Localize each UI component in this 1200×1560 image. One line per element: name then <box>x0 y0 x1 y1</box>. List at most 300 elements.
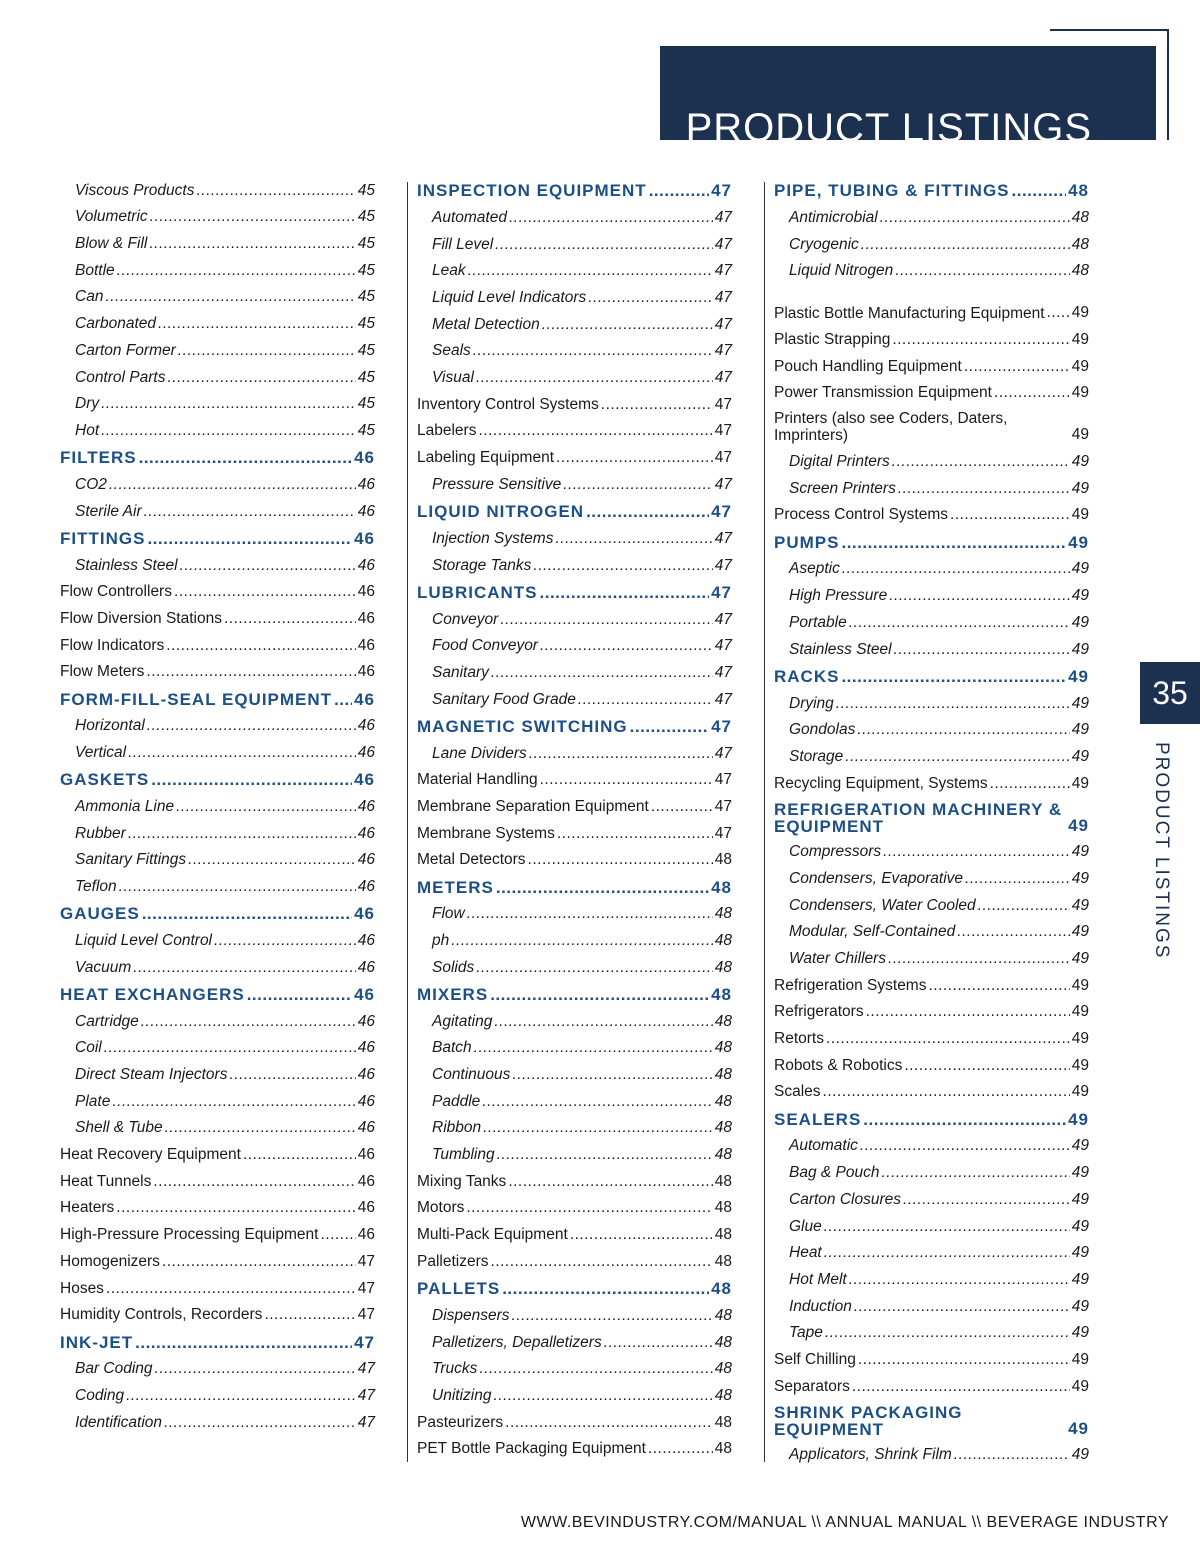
entry-name: Aseptic <box>789 560 840 578</box>
entry-name: Flow <box>432 905 465 923</box>
subcategory-entry <box>60 846 375 873</box>
entry-name: Horizontal <box>75 717 145 735</box>
entry-name: Coil <box>75 1039 102 1057</box>
dot-leader <box>133 959 355 977</box>
dot-leader <box>229 1066 355 1084</box>
entry-name: Batch <box>432 1039 472 1057</box>
subcategory-entry <box>774 1319 1089 1346</box>
entry-page-number: 46 <box>357 663 375 681</box>
subcategory-entry <box>60 712 375 739</box>
entry-name: Continuous <box>432 1066 511 1084</box>
entry-name: LUBRICANTS <box>417 582 538 602</box>
entry-name: Vacuum <box>75 958 132 976</box>
entry-name: High Pressure <box>789 587 888 605</box>
dot-leader <box>451 932 713 950</box>
subcategory-entry <box>60 1408 375 1435</box>
dot-leader <box>854 1298 1070 1316</box>
entry-name: Drying <box>789 694 834 712</box>
entry-name: Metal Detectors <box>417 851 526 869</box>
entry-page-number: 47 <box>714 529 732 547</box>
subcategory-entry <box>60 176 375 203</box>
category-heading <box>774 662 1089 689</box>
dot-leader <box>101 395 356 413</box>
entry-page-number: 49 <box>1071 1446 1089 1464</box>
subcategory-entry <box>774 203 1089 230</box>
subcategory-entry <box>417 632 732 659</box>
entry-name: Printers (also see Coders, Daters, Imprinters) <box>774 410 1008 445</box>
category-heading <box>774 176 1089 203</box>
dot-leader <box>164 1414 356 1432</box>
entry-name: Sanitary Fittings <box>75 851 187 869</box>
section-side-label: PRODUCT LISTINGS <box>1151 742 1172 960</box>
entry-name: Hoses <box>60 1279 104 1297</box>
entry-page-number: 46 <box>357 502 375 520</box>
entry-page-number: 47 <box>357 1306 375 1324</box>
entry-name: Power Transmission Equipment <box>774 384 992 402</box>
entry-page-number: 48 <box>711 1279 732 1299</box>
listing-entry <box>774 769 1089 796</box>
subcategory-entry <box>60 1381 375 1408</box>
listing-entry <box>774 1051 1089 1078</box>
dot-leader <box>243 1146 356 1164</box>
entry-name: Blow & Fill <box>75 235 148 253</box>
dot-leader <box>224 610 356 628</box>
entry-name: Plastic Bottle Manufacturing Equipment <box>774 305 1045 323</box>
entry-name: FITTINGS <box>60 528 146 548</box>
listing-entry <box>60 1220 375 1247</box>
entry-page-number: 45 <box>357 395 375 413</box>
dot-leader <box>483 1119 713 1137</box>
listing-entry <box>774 998 1089 1025</box>
entry-page-number: 49 <box>1068 815 1089 835</box>
listing-entry <box>774 352 1089 379</box>
entry-page-number: 49 <box>1071 587 1089 605</box>
entry-page-number: 46 <box>354 528 375 548</box>
category-heading <box>774 527 1089 554</box>
entry-name: Water Chillers <box>789 950 887 968</box>
entry-name: Applicators, Shrink Film <box>789 1446 952 1464</box>
dot-leader <box>849 614 1070 632</box>
entry-page-number: 49 <box>1071 479 1089 497</box>
subcategory-entry <box>60 738 375 765</box>
dot-leader <box>863 1111 1066 1129</box>
entry-page-number: 49 <box>1068 1418 1089 1438</box>
entry-name: Ammonia Line <box>75 797 175 815</box>
entry-page-number: 49 <box>1071 976 1089 994</box>
entry-page-number: 49 <box>1071 1244 1089 1262</box>
dot-leader <box>150 208 356 226</box>
entry-name: Pasteurizers <box>417 1413 504 1431</box>
entry-name: Conveyor <box>432 610 499 628</box>
entry-page-number: 45 <box>357 208 375 226</box>
entry-name: Liquid Nitrogen <box>789 262 894 280</box>
subcategory-entry <box>60 470 375 497</box>
entry-name: Pressure Sensitive <box>432 475 562 493</box>
listing-entry <box>417 417 732 444</box>
category-heading <box>60 684 375 711</box>
entry-page-number: 48 <box>1071 208 1089 226</box>
entry-page-number: 48 <box>714 1119 732 1137</box>
entry-page-number: 48 <box>714 851 732 869</box>
subcategory-entry <box>417 1381 732 1408</box>
subcategory-entry <box>417 470 732 497</box>
entry-page-number: 46 <box>357 636 375 654</box>
listing-entry <box>417 1220 732 1247</box>
listing-entry <box>417 819 732 846</box>
entry-name: Fill Level <box>432 235 494 253</box>
category-heading <box>60 980 375 1007</box>
dot-leader <box>155 1360 356 1378</box>
dot-leader <box>146 663 355 681</box>
dot-leader <box>500 611 712 629</box>
subcategory-entry <box>417 337 732 364</box>
entry-page-number: 46 <box>354 689 375 709</box>
dot-leader <box>528 851 713 869</box>
entry-name: Self Chilling <box>774 1350 856 1368</box>
dot-leader <box>556 449 713 467</box>
entry-page-number: 47 <box>357 1413 375 1431</box>
entry-page-number: 47 <box>714 315 732 333</box>
entry-page-number: 47 <box>714 610 732 628</box>
entry-name: Gondolas <box>789 721 856 739</box>
dot-leader <box>493 1387 712 1405</box>
entry-page-number: 45 <box>357 421 375 439</box>
listing-entry <box>60 1167 375 1194</box>
listing-entry <box>417 766 732 793</box>
dot-leader <box>128 744 356 762</box>
dot-leader <box>990 775 1070 793</box>
entry-name: Portable <box>789 613 847 631</box>
entry-page-number: 47 <box>354 1332 375 1352</box>
entry-page-number: 49 <box>1071 721 1089 739</box>
entry-name: Vertical <box>75 743 127 761</box>
entry-page-number: 49 <box>1071 1056 1089 1074</box>
dot-leader <box>540 584 710 602</box>
listing-entry <box>60 1301 375 1328</box>
entry-page-number: 47 <box>357 1360 375 1378</box>
entry-page-number: 48 <box>714 1039 732 1057</box>
category-heading <box>417 980 732 1007</box>
dot-leader <box>466 1199 712 1217</box>
listing-entry <box>60 631 375 658</box>
page-number-tab: 35 <box>1140 662 1200 724</box>
entry-page-number: 47 <box>714 637 732 655</box>
entry-page-number: 46 <box>357 797 375 815</box>
subcategory-entry <box>417 524 732 551</box>
subcategory-entry <box>774 608 1089 635</box>
subcategory-entry <box>774 1132 1089 1159</box>
entry-page-number: 49 <box>1071 506 1089 524</box>
category-heading <box>417 578 732 605</box>
entry-name: Rubber <box>75 824 126 842</box>
entry-name: Flow Indicators <box>60 636 165 654</box>
entry-name: Homogenizers <box>60 1252 160 1270</box>
dot-leader <box>188 851 356 869</box>
listing-entry <box>417 1167 732 1194</box>
entry-name: Labelers <box>417 422 477 440</box>
entry-page-number: 46 <box>357 1092 375 1110</box>
entry-page-number: 46 <box>357 556 375 574</box>
subcategory-entry <box>60 309 375 336</box>
subcategory-entry <box>774 1239 1089 1266</box>
listing-column-1 <box>60 176 375 1435</box>
dot-leader <box>904 1057 1069 1075</box>
entry-name: Unitizing <box>432 1386 492 1404</box>
dot-leader <box>836 695 1070 713</box>
entry-name: Inventory Control Systems <box>417 395 599 413</box>
entry-page-number: 46 <box>357 1226 375 1244</box>
dot-leader <box>196 182 355 200</box>
dot-leader <box>128 825 356 843</box>
subcategory-entry <box>60 1087 375 1114</box>
dot-leader <box>479 1360 712 1378</box>
subcategory-entry <box>774 1185 1089 1212</box>
entry-page-number: 46 <box>354 770 375 790</box>
entry-page-number: 47 <box>714 422 732 440</box>
entry-name: Tumbling <box>432 1146 495 1164</box>
listing-entry <box>774 325 1089 352</box>
entry-page-number: 48 <box>1068 181 1089 201</box>
dot-leader <box>965 870 1070 888</box>
entry-page-number: 47 <box>714 208 732 226</box>
listing-entry <box>774 1078 1089 1105</box>
listing-entry <box>60 1274 375 1301</box>
entry-name: REFRIGERATION MACHINERY & EQUIPMENT <box>774 799 1063 836</box>
dot-leader <box>320 1226 355 1244</box>
entry-page-number: 46 <box>357 1066 375 1084</box>
subcategory-entry <box>417 230 732 257</box>
listing-entry <box>60 578 375 605</box>
dot-leader <box>142 905 352 923</box>
subcategory-entry <box>417 739 732 766</box>
dot-leader <box>135 1334 352 1352</box>
dot-leader <box>508 1173 712 1191</box>
listing-entry <box>417 1247 732 1274</box>
entry-name: Bar Coding <box>75 1360 153 1378</box>
entry-name: Volumetric <box>75 208 148 226</box>
dot-leader <box>116 1199 355 1217</box>
dot-leader <box>476 959 713 977</box>
entry-name: Paddle <box>432 1092 481 1110</box>
entry-page-number: 46 <box>357 1012 375 1030</box>
entry-page-number: 45 <box>357 368 375 386</box>
entry-name: INK-JET <box>60 1332 134 1352</box>
dot-leader <box>563 476 713 494</box>
entry-page-number: 49 <box>1068 1109 1089 1129</box>
category-heading <box>60 1327 375 1354</box>
entry-page-number: 48 <box>1071 235 1089 253</box>
dot-leader <box>889 587 1070 605</box>
subcategory-entry <box>417 257 732 284</box>
dot-leader <box>964 358 1070 376</box>
entry-page-number: 49 <box>1071 774 1089 792</box>
listing-entry <box>60 658 375 685</box>
category-heading <box>60 765 375 792</box>
dot-leader <box>167 369 355 387</box>
subcategory-entry <box>774 581 1089 608</box>
entry-page-number: 49 <box>1071 560 1089 578</box>
subcategory-entry <box>60 203 375 230</box>
entry-page-number: 49 <box>1071 1030 1089 1048</box>
subcategory-entry <box>60 819 375 846</box>
dot-leader <box>649 182 709 200</box>
entry-name: Carton Closures <box>789 1190 901 1208</box>
entry-page-number: 49 <box>1071 1003 1089 1021</box>
subcategory-entry <box>60 1060 375 1087</box>
entry-page-number: 48 <box>714 905 732 923</box>
listing-entry <box>774 405 1089 447</box>
dot-leader <box>491 664 713 682</box>
entry-page-number: 45 <box>357 181 375 199</box>
dot-leader <box>106 1280 356 1298</box>
entry-page-number: 47 <box>714 797 732 815</box>
dot-leader <box>542 316 713 334</box>
subcategory-entry <box>60 336 375 363</box>
entry-name: Identification <box>75 1413 163 1431</box>
dot-leader <box>823 1083 1070 1101</box>
entry-page-number: 49 <box>1071 453 1089 471</box>
entry-page-number: 47 <box>714 663 732 681</box>
dot-leader <box>604 1334 713 1352</box>
entry-name: HEAT EXCHANGERS <box>60 984 245 1004</box>
subcategory-entry <box>774 1158 1089 1185</box>
entry-name: PALLETS <box>417 1279 501 1299</box>
entry-name: Bottle <box>75 261 115 279</box>
dot-leader <box>174 583 356 601</box>
column-divider <box>764 182 765 1462</box>
dot-leader <box>826 1030 1070 1048</box>
entry-page-number: 45 <box>357 261 375 279</box>
dot-leader <box>954 1446 1070 1464</box>
dot-leader <box>166 637 356 655</box>
entry-name: Stainless Steel <box>75 556 178 574</box>
category-heading <box>417 712 732 739</box>
entry-name: Membrane Separation Equipment <box>417 797 649 815</box>
entry-page-number: 49 <box>1071 843 1089 861</box>
listing-entry <box>774 971 1089 998</box>
entry-name: METERS <box>417 877 494 897</box>
subcategory-entry <box>417 1007 732 1034</box>
dot-leader <box>903 1191 1070 1209</box>
entry-page-number: 45 <box>357 288 375 306</box>
subcategory-entry <box>60 256 375 283</box>
subcategory-entry <box>774 689 1089 716</box>
entry-page-number: 48 <box>714 1172 732 1190</box>
entry-name: Modular, Self-Contained <box>789 923 956 941</box>
entry-name: Hot <box>75 421 100 439</box>
entry-page-number: 45 <box>357 341 375 359</box>
dot-leader <box>540 637 713 655</box>
subcategory-entry <box>417 1060 732 1087</box>
dot-leader <box>497 1146 713 1164</box>
entry-name: ph <box>432 931 450 949</box>
dot-leader <box>857 721 1069 739</box>
entry-name: Robots & Robotics <box>774 1056 903 1074</box>
dot-leader <box>825 1324 1070 1342</box>
entry-page-number: 49 <box>1071 1350 1089 1368</box>
listing-entry <box>774 1345 1089 1372</box>
dot-leader <box>588 289 713 307</box>
entry-page-number: 48 <box>714 1333 732 1351</box>
listing-entry <box>417 792 732 819</box>
entry-name: Automated <box>432 208 507 226</box>
dot-leader <box>468 262 713 280</box>
subcategory-entry <box>417 1328 732 1355</box>
entry-name: Storage <box>789 747 844 765</box>
entry-name: Direct Steam Injectors <box>75 1066 228 1084</box>
entry-page-number: 46 <box>357 475 375 493</box>
dot-leader <box>824 1218 1070 1236</box>
entry-name: Condensers, Water Cooled <box>789 896 976 914</box>
entry-name: Tape <box>789 1324 823 1342</box>
entry-name: Trucks <box>432 1360 478 1378</box>
listing-entry <box>60 1247 375 1274</box>
dot-leader <box>112 1093 355 1111</box>
entry-name: SHRINK PACKAGING EQUIPMENT <box>774 1402 963 1439</box>
dot-leader <box>162 1253 356 1271</box>
dot-leader <box>533 557 712 575</box>
entry-name: Heat Tunnels <box>60 1172 152 1190</box>
dot-leader <box>894 641 1070 659</box>
entry-page-number: 49 <box>1071 613 1089 631</box>
entry-name: FILTERS <box>60 448 137 468</box>
entry-name: Refrigerators <box>774 1003 864 1021</box>
entry-page-number: 48 <box>714 1386 732 1404</box>
dot-leader <box>529 745 713 763</box>
entry-page-number: 46 <box>357 1199 375 1217</box>
entry-name: Labeling Equipment <box>417 449 555 467</box>
entry-name: Seals <box>432 342 471 360</box>
entry-page-number: 49 <box>1071 950 1089 968</box>
entry-name: LIQUID NITROGEN <box>417 502 585 522</box>
entry-name: Material Handling <box>417 771 538 789</box>
dot-leader <box>109 476 356 494</box>
category-heading <box>417 497 732 524</box>
subcategory-entry <box>60 953 375 980</box>
dot-leader <box>153 1173 355 1191</box>
dot-leader <box>119 878 356 896</box>
dot-leader <box>334 691 352 709</box>
entry-name: MIXERS <box>417 984 489 1004</box>
dot-leader <box>247 986 352 1004</box>
dot-leader <box>895 262 1069 280</box>
category-heading <box>417 1274 732 1301</box>
entry-page-number: 47 <box>714 289 732 307</box>
listing-entry <box>774 501 1089 528</box>
listing-entry <box>417 443 732 470</box>
dot-leader <box>147 530 352 548</box>
entry-page-number: 48 <box>714 1440 732 1458</box>
entry-name: PET Bottle Packaging Equipment <box>417 1440 646 1458</box>
dot-leader <box>950 506 1070 524</box>
dot-leader <box>126 1387 356 1405</box>
entry-page-number: 46 <box>357 609 375 627</box>
entry-name: Sanitary <box>432 663 489 681</box>
subcategory-entry <box>417 926 732 953</box>
dot-leader <box>841 534 1066 552</box>
dot-leader <box>473 342 713 360</box>
subcategory-entry <box>60 416 375 443</box>
listing-entry <box>417 846 732 873</box>
dot-leader <box>512 1307 713 1325</box>
entry-name: RACKS <box>774 666 840 686</box>
subcategory-entry <box>60 229 375 256</box>
entry-page-number: 48 <box>714 1306 732 1324</box>
entry-name: Palletizers, Depalletizers <box>432 1333 602 1351</box>
entry-page-number: 49 <box>1071 384 1089 402</box>
dot-leader <box>842 560 1070 578</box>
listing-entry <box>60 1140 375 1167</box>
